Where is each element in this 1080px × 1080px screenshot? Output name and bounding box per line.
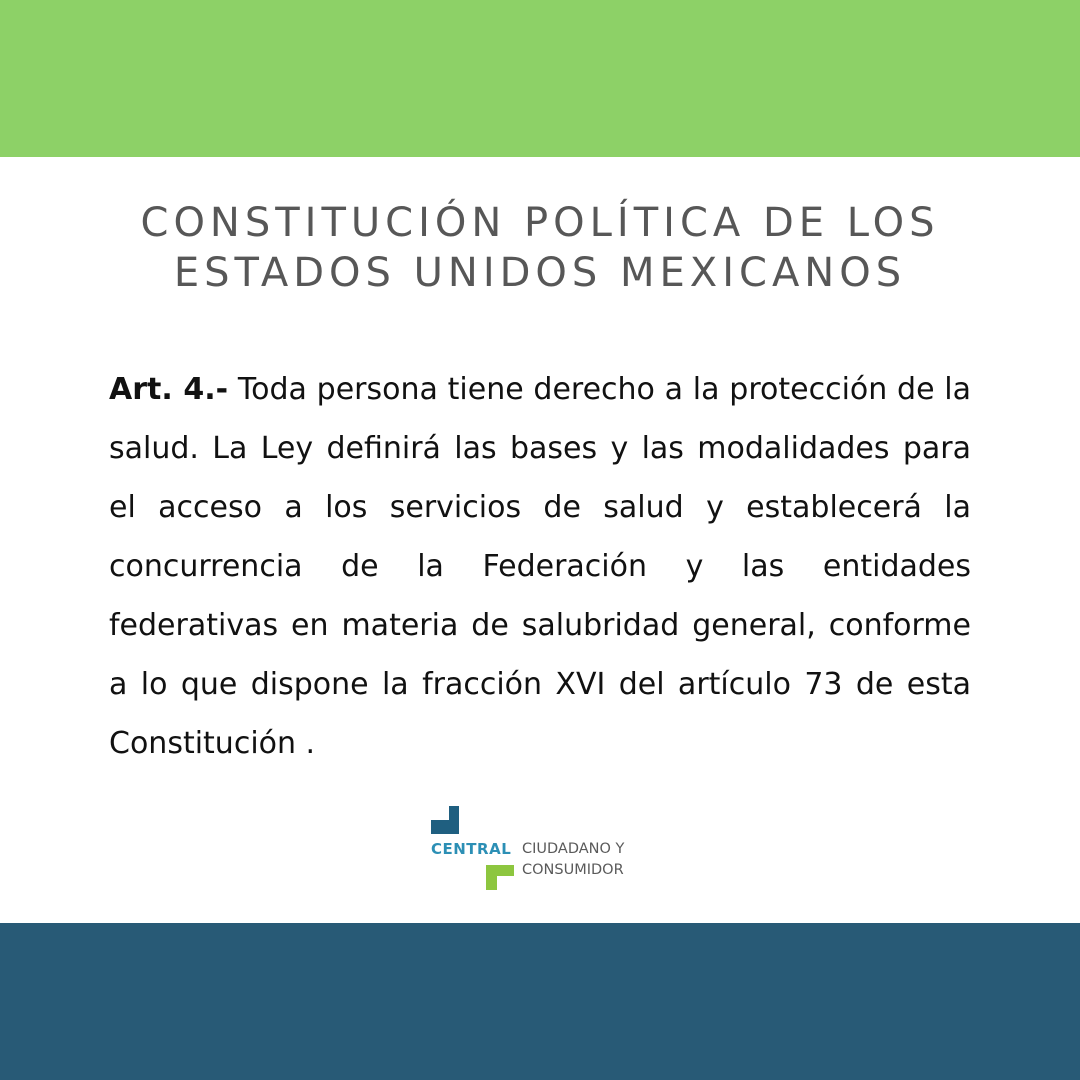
title-line-1: CONSTITUCIÓN POLÍTICA DE LOS bbox=[140, 200, 940, 246]
logo-line-2: CONSUMIDOR bbox=[522, 862, 624, 878]
article-paragraph bbox=[109, 360, 971, 773]
top-color-band bbox=[0, 0, 1080, 157]
page-title bbox=[0, 198, 1080, 298]
central-logo bbox=[431, 806, 651, 896]
title-line-2: ESTADOS UNIDOS MEXICANOS bbox=[173, 250, 907, 296]
article-text: Toda persona tiene derecho a la protección de la salud. La Ley definirá las bases y las modalidades para el acceso a los servicios de salud y establecerá la concurrencia de la Federación y las entidades federativas en materia de salubridad general, conforme a lo que dispone la fracción XVI del artículo 73 de esta Constitución . bbox=[109, 372, 971, 761]
logo-brand-text: CENTRAL bbox=[431, 840, 512, 858]
central-green-step-icon bbox=[486, 865, 514, 890]
bottom-color-band bbox=[0, 923, 1080, 1080]
article-label: Art. 4.- bbox=[109, 372, 229, 407]
logo-line-1: CIUDADANO Y bbox=[522, 841, 625, 857]
central-step-icon bbox=[431, 806, 461, 834]
